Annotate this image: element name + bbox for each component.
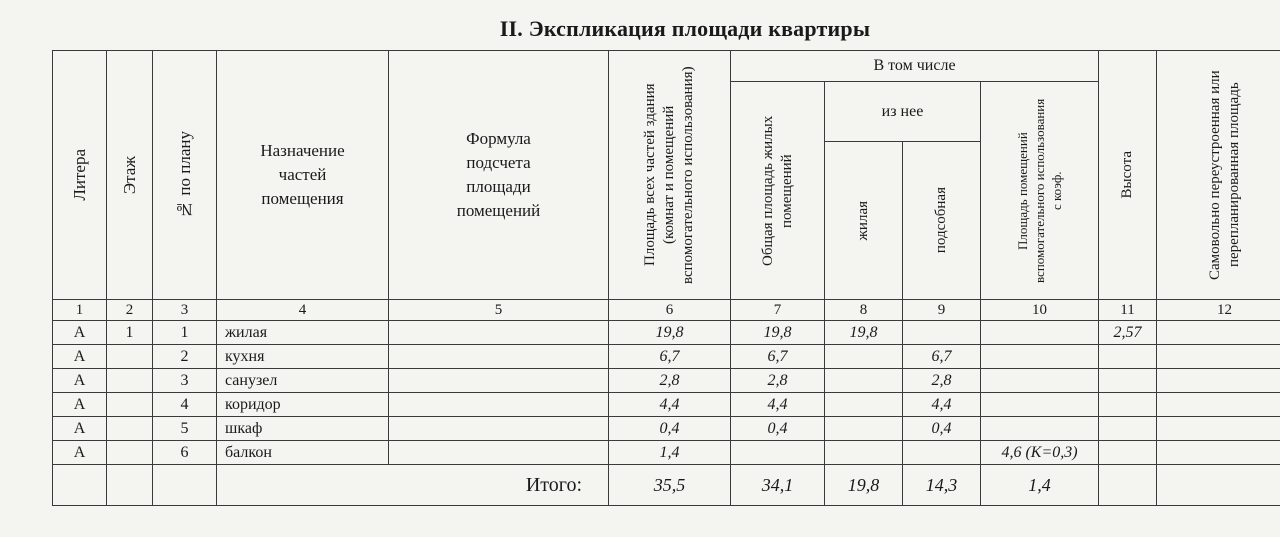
totals-aux: 14,3 <box>903 465 981 506</box>
totals-living-total: 34,1 <box>731 465 825 506</box>
table-row: А 2 кухня 6,7 6,7 6,7 <box>53 345 1280 369</box>
table-row: А 4 коридор 4,4 4,4 4,4 <box>53 393 1280 417</box>
table-row: А 3 санузел 2,8 2,8 2,8 <box>53 369 1280 393</box>
explication-table <box>52 50 1280 506</box>
totals-row <box>53 465 1280 506</box>
header-purpose: Назначение частей помещения <box>217 51 389 300</box>
table-row: А 6 балкон 1,4 4,6 (K=0,3) <box>53 441 1280 465</box>
column-number-row: 1 2 3 4 5 6 7 8 9 10 11 12 <box>53 300 1280 321</box>
totals-label: Итого: <box>217 465 609 506</box>
header-total-area: Площадь всех частей здания (комнат и помещений вспомогательного использования) <box>609 51 731 300</box>
header-plan-number: № по плану <box>153 51 217 300</box>
header-litera: Литера <box>53 51 107 300</box>
header-including: В том числе <box>731 51 1099 82</box>
header-height: Высота <box>1099 51 1157 300</box>
totals-total: 35,5 <box>609 465 731 506</box>
header-aux-coef: Площадь помещений вспомогательного использования с коэф. <box>981 82 1099 300</box>
totals-living: 19,8 <box>825 465 903 506</box>
header-auxiliary: подсобная <box>903 142 981 300</box>
header-formula: Формула подсчета площади помещений <box>389 51 609 300</box>
header-unauthorized: Самовольно переустроенная или перепланированная площадь <box>1157 51 1280 300</box>
header-living-total: Общая площадь жилых помещений <box>731 82 825 300</box>
table-row: А 5 шкаф 0,4 0,4 0,4 <box>53 417 1280 441</box>
header-of-which: из нее <box>825 82 981 142</box>
totals-aux-coef: 1,4 <box>981 465 1099 506</box>
document-title: II. Экспликация площади квартиры <box>499 16 871 41</box>
header-floor: Этаж <box>107 51 153 300</box>
table-row: А 1 1 жилая 19,8 19,8 19,8 2,57 <box>53 321 1280 345</box>
header-living: жилая <box>825 142 903 300</box>
